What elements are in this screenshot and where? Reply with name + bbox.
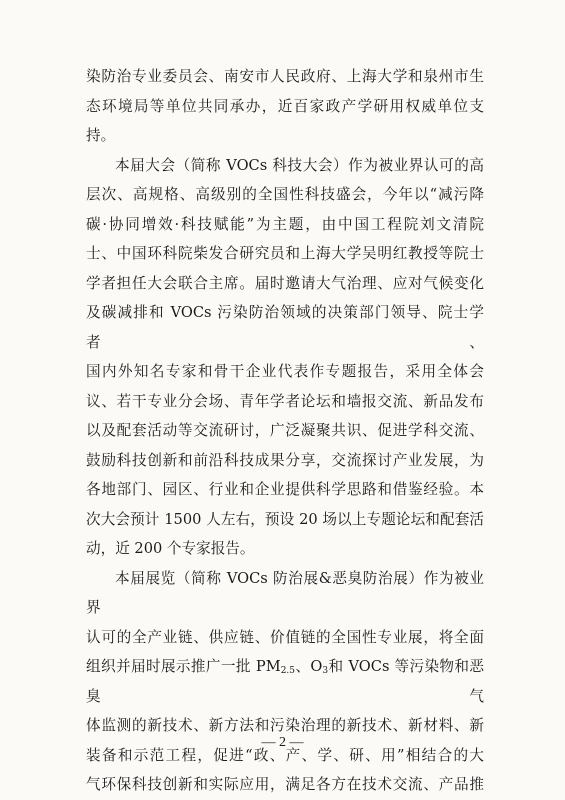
- paragraph-3-line-5: 装备和示范工程，促进“政、产、学、研、用”相结合的大: [86, 746, 484, 764]
- paragraph-2-line-1: 本届大会（简称 VOCs 科技大会）作为被业界认可的高: [115, 156, 484, 174]
- paragraph-2-line-8: 议、若干专业分会场、青年学者论坛和墙报交流、新品发布: [86, 392, 484, 410]
- paragraph-1-line-2: 态环境局等单位共同承办，近百家政产学研用权威单位支: [86, 97, 484, 115]
- paragraph-2-line-6: 及碳减排和 VOCs 污染防治领域的决策部门领导、院士学者、: [86, 304, 484, 351]
- paragraph-2-line-4: 士、中国环科院柴发合研究员和上海大学吴明红教授等院士: [86, 245, 484, 262]
- paragraph-3-line-3: 组织并届时展示推广一批 $PM_{2.5}$、$O_3$和 VOCs 等污染物和恶臭气: [86, 658, 485, 705]
- paragraph-3-line-2: 认可的全产业链、供应链、价值链的全国性专业展，将全面: [86, 628, 484, 646]
- paragraph-2-line-12: 次大会预计 1500 人左右，预设 20 场以上专题论坛和配套活: [86, 510, 484, 528]
- body-text: [86, 62, 484, 800]
- paragraph-2-line-2: 层次、高规格、高级别的全国性科技盛会，今年以“减污降: [86, 186, 484, 203]
- paragraph-3-line-6: 气环保科技创新和实际应用，满足各方在技术交流、产品推: [86, 776, 484, 793]
- paragraph-2-line-3: 碳·协同增效·科技赋能”为主题，由中国工程院刘文清院: [86, 215, 484, 233]
- paragraph-3-line-1: 本届展览（简称 VOCs 防治展&恶臭防治展）作为被业界: [86, 569, 484, 616]
- paragraph-2-line-10: 鼓励科技创新和前沿科技成果分享，交流探讨产业发展，为: [86, 451, 484, 469]
- paragraph-1-line-3: 持。: [86, 127, 116, 144]
- paragraph-2-line-7: 国内外知名专家和骨干企业代表作专题报告，采用全体会: [86, 363, 484, 380]
- paragraph-2-line-11: 各地部门、园区、行业和企业提供科学思路和借鉴经验。本: [86, 481, 484, 498]
- paragraph-3-line-4: 体监测的新技术、新方法和污染治理的新技术、新材料、新: [86, 717, 484, 734]
- paragraph-2-line-5: 学者担任大会联合主席。届时邀请大气治理、应对气候变化: [86, 274, 484, 292]
- paragraph-2-line-13: 动，近 200 个专家报告。: [86, 540, 255, 557]
- paragraph-1-line-1: 染防治专业委员会、南安市人民政府、上海大学和泉州市生: [86, 68, 484, 85]
- page-number: — 2 —: [261, 735, 304, 750]
- paragraph-2-line-9: 以及配套活动等交流研讨，广泛凝聚共识、促进学科交流、: [86, 422, 484, 439]
